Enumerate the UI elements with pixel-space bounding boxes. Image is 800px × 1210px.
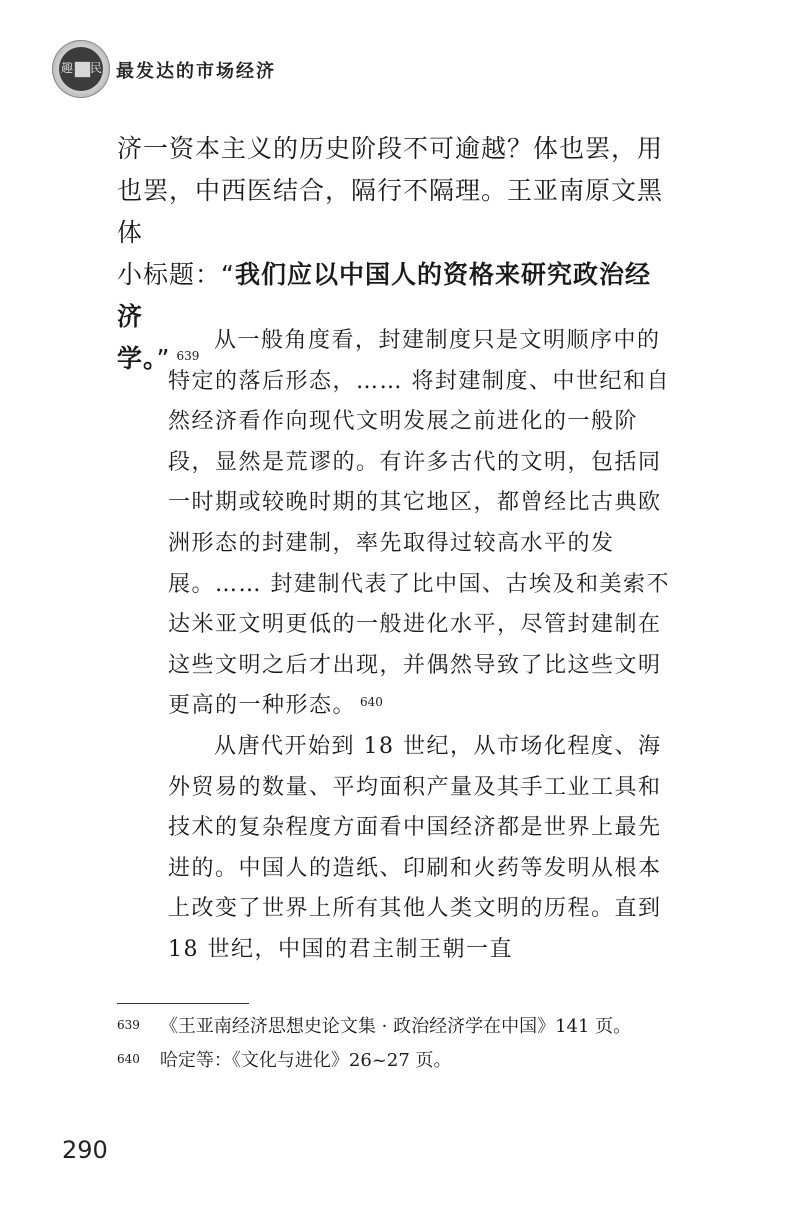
footnote-text: 《王亚南经济思想史论文集 · 政治经济学在中国》141 页。 (159, 1016, 632, 1037)
running-header (52, 40, 352, 102)
block-quote (168, 321, 674, 971)
footnote-number: 640 (117, 1052, 140, 1066)
quote-text: 从一般角度看，封建制度只是文明顺序中的特定的落后形态，…… 将封建制度、中世纪和自然经济看作向现代文明发展之前进化的一般阶段，显然是荒谬的。有许多古代的文明，包括同一时期或较晚时期的其它地区，都曾经比古典欧洲形态的封建制，率先取得过较高水平的发展。…… 封建制代表了比中国、古埃及和美索不达米亚文明更低的一般进化水平，尽管封建制在这些文明之后才出现，并偶然导致了比这些文明更高的一种形态。 (168, 328, 670, 719)
coin-left-glyph: 趣 (61, 61, 74, 75)
page-number: 290 (62, 1136, 108, 1164)
footnote-ref[interactable]: 639 (176, 349, 200, 363)
footnote-text: 哈定等：《文化与进化》26~27 页。 (159, 1050, 452, 1071)
running-title: 最发达的市场经济 (116, 61, 276, 82)
lead-line: 济一资本主义的历史阶段不可逾越？体也罢，用 (117, 134, 664, 163)
quote-paragraph (168, 321, 674, 727)
closing-quote: ” (156, 344, 171, 373)
bold-subtitle-end: 学。 (117, 344, 157, 373)
quote-paragraph: 从唐代开始到 18 世纪，从市场化程度、海外贸易的数量、平均面积产量及其手工业工具和技术的复杂程度方面看中国经济都是世界上最先进的。中国人的造纸、印刷和火药等发明从根本上改变了世界上所有其他人类文明的历程。直到 18 世纪，中国的君主制王朝一直 (168, 733, 662, 962)
footnote-item (117, 1013, 677, 1041)
lead-line: 也罢，中西医结合，隔行不隔理。王亚南原文黑体 (117, 176, 664, 247)
footnote-divider (117, 1003, 249, 1004)
footnote-ref[interactable]: 640 (360, 695, 383, 710)
footnote-item (117, 1047, 677, 1075)
footnotes (117, 1013, 677, 1081)
lead-text: 小标题：“ (117, 260, 235, 289)
footnote-number: 639 (117, 1018, 140, 1032)
coin-logo-icon (52, 40, 110, 98)
bold-subtitle: 我们应以中国人的资格来研究政治经济 (117, 260, 651, 331)
coin-right-glyph: 民 (90, 61, 103, 75)
